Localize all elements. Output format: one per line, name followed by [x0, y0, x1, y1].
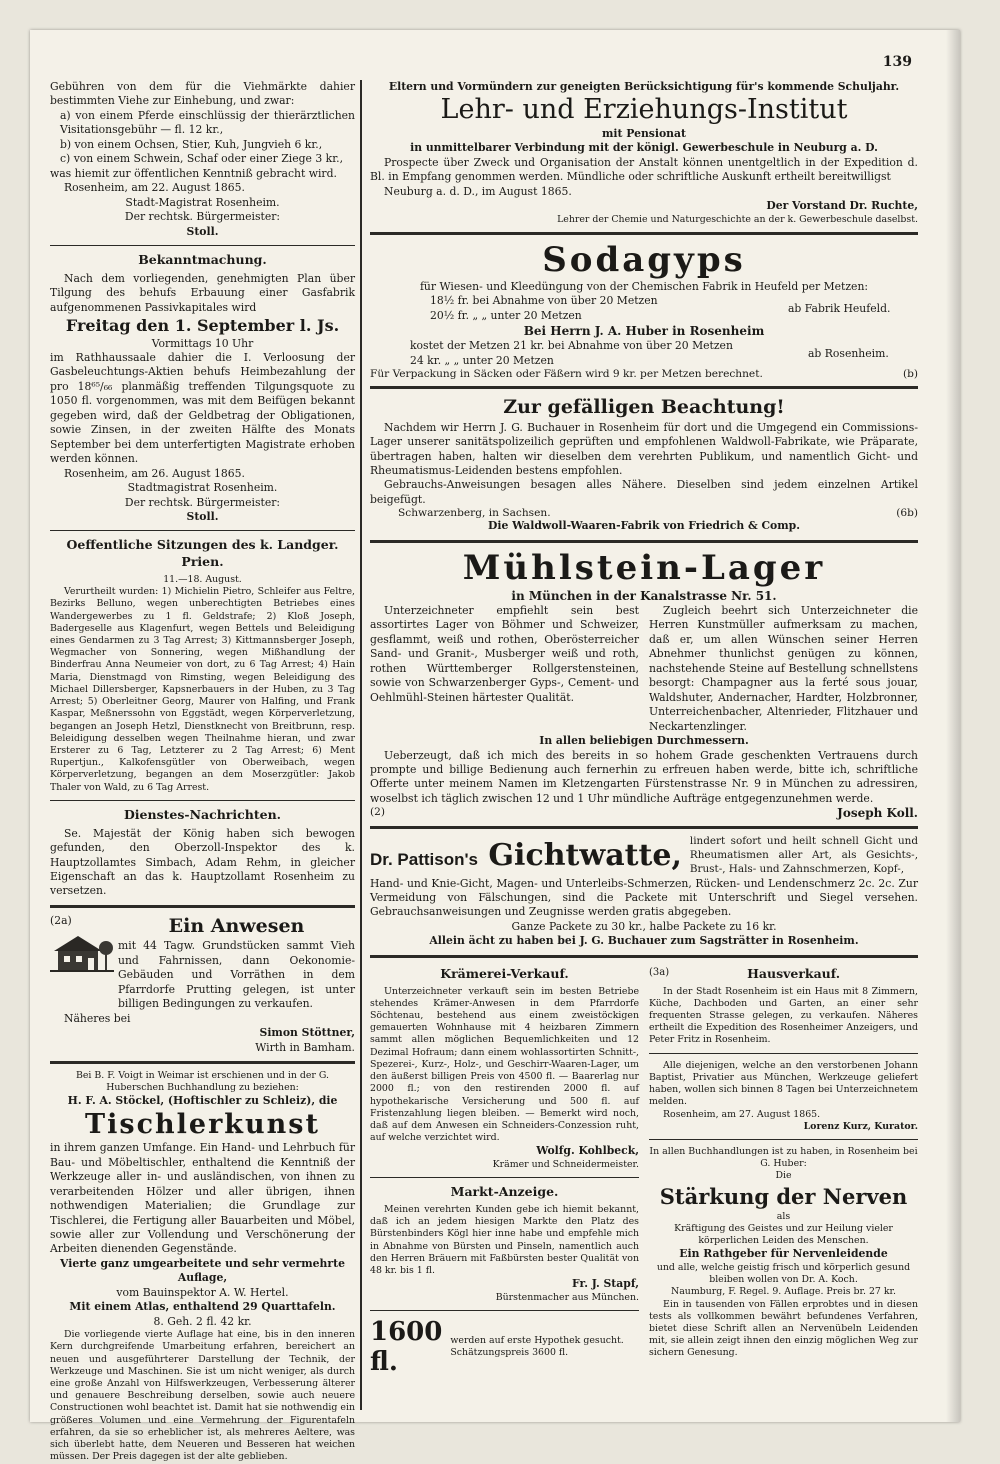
farmhouse-icon	[50, 930, 114, 976]
muehlstein-left: Unterzeichneter empfiehlt sein best assortirtes Lager von Böhmer und Schweizer, gesflammt, weiß und rothen, Oberösterreicher Sand- und Granit-, Musberger weiß und roth, rothen Württemberger Rollgerstensteinen, sowie von Schwarzenberger Gyps-, Cement- und Oehlmühl-Steinen härtester Qualität.	[370, 604, 639, 704]
nerven-als: als	[776, 1210, 791, 1222]
separator	[370, 1310, 639, 1311]
waldwoll-title: Zur gefälligen Beachtung!	[503, 396, 785, 419]
nerven-book2: und alle, welche geistig frisch und körperlich gesund bleiben wollen von Dr. A. Koch.	[656, 1261, 911, 1286]
page-number: 139	[882, 54, 912, 70]
vieh-item: a) von einem Pferde einschlüssig der thierärztlichen Visitationsgebühr — fl. 12 kr.,	[60, 108, 355, 137]
vieh-item: c) von einem Schwein, Schaf oder einer Ziege 3 kr.,	[60, 152, 344, 166]
nerven-sub: Kräftigung des Geistes und zur Heilung vieler körperlichen Leiden des Menschen.	[674, 1222, 893, 1247]
gicht-price: Ganze Packete zu 30 kr., halbe Packete zu 16 kr.	[511, 919, 777, 933]
institut-sign: Der Vorstand Dr. Ruchte,	[766, 199, 918, 213]
gas-date-bold: Freitag den 1. September l. Js.	[65, 316, 340, 336]
tischler-price: 8. Geh. 2 fl. 42 kr.	[153, 1314, 252, 1328]
tischler-atlas: Mit einem Atlas, enthaltend 29 Quarttafeln.	[69, 1300, 336, 1314]
sodagyps-title: Sodagyps	[542, 239, 746, 280]
muehlstein-right: Zugleich beehrt sich Unterzeichneter die Herren Kunstmüller aufmerksam zu machen, daß er, um allen Wünschen seiner Herren Abnehmer thunlichst genügen zu können, nachstehende Steine auf Bestellung schnellstens besorgt: Champagner aus la ferté sous jouar, Waldshuter, Andernacher, Hardter, Holzbronner, Unterreichenbacher, Altenrieder, Flitzhauer und Neckartenzlinger.	[649, 604, 918, 733]
kraemerei-title: Krämerei-Verkauf.	[440, 965, 569, 981]
tischler-author: H. F. A. Stöckel, (Hoftischler zu Schleiz), die	[67, 1094, 338, 1108]
court-sessions	[50, 537, 355, 793]
hausverkauf-title	[649, 966, 918, 983]
gicht-title: Gichtwatte,	[488, 838, 682, 874]
muehlstein-ref: (2)	[370, 806, 386, 819]
markt-title: Markt-Anzeige.	[450, 1184, 559, 1200]
separator	[370, 1177, 639, 1178]
institut-ad	[370, 80, 918, 226]
tischler-by: vom Bauinspektor A. W. Hertel.	[116, 1285, 289, 1299]
nerven-intro: In allen Buchhandlungen ist zu haben, in Rosenheim bei G. Huber:	[649, 1145, 918, 1170]
sodagyps-note-rosenheim: ab Rosenheim.	[808, 346, 889, 360]
baptist-date: Rosenheim, am 27. August 1865.	[663, 1108, 821, 1120]
court-date: 11.—18. August.	[163, 573, 242, 585]
gas-issuer: Stadtmagistrat Rosenheim.	[127, 481, 278, 495]
vieh-mayor: Der rechtsk. Bürgermeister:	[124, 210, 281, 224]
sodagyps-ref: (b)	[902, 368, 918, 381]
vieh-item: b) von einem Ochsen, Stier, Kuh, Jungvieh 6 kr.,	[60, 137, 323, 151]
column-divider	[360, 80, 362, 1410]
anwesen-left	[50, 914, 114, 980]
kraemerei-sign: Wolfg. Kohlbeck,	[536, 1144, 639, 1158]
separator	[370, 955, 918, 958]
viehmarkt-notice	[50, 80, 355, 239]
separator	[370, 826, 918, 829]
gas-date: Rosenheim, am 26. August 1865.	[64, 466, 245, 480]
bottom-left	[370, 964, 639, 1377]
tischler-title: Tischlerkunst	[85, 1108, 320, 1140]
vieh-intro: Gebühren von dem für die Viehmärkte dahier bestimmten Viehe zur Einhebung, und zwar:	[50, 80, 355, 108]
sodagyps-line1: für Wiesen- und Kleedüngung von der Chemischen Fabrik in Heufeld per Metzen:	[419, 279, 869, 293]
anwesen-contact-pre: Näheres bei	[64, 1011, 131, 1025]
markt-sign: Fr. J. Stapf,	[572, 1277, 639, 1291]
court-text: Verurtheilt wurden: 1) Michielin Pietro, Schleifer aus Feltre, Bezirks Belluno, wegen unberechtigten Betriebes eines Wandergewerbes zu 1 fl. Geldstrafe; 2) Kloß Joseph, Badergeselle aus Klagenfurt, wegen Bettels und Beleidigung eines Gendarmen zu 3 Tag Arrest; 3) Kittmannsberger Joseph, Wegmacher von Sonnering, wegen Mißhandlung der Binderfrau Anna Neumeier von dort, zu 6 Tag Arrest; 4) Hain Maria, Dienstmagd von Rimsting, wegen Beleidigung des Michael Dillersberger, Kapsnerbauers in der Huben, zu 3 Tag Arrest; 5) Oberleitner Georg, Maurer von Halfing, und Frank Kaspar, Meßnerssohn von Eggstädt, wegen Körperverletzung, begangen an Joseph Hetzl, Dienstknecht von Breitbrunn, resp. Beleidigung desselben wegen Theilnahme hieran, und zwar Ersterer zu 6 Tag, Letzterer zu 2 Tag Arrest; 6) Ment Rupertjun., Kalkofensgütler von Oberweibach, wegen Körperverletzung, begangen an dem Moserzgütler: Jakob Thaler von Wald, zu 6 Tag Arrest.	[50, 586, 355, 793]
nerven-book: Ein Rathgeber für Nervenleidende	[679, 1247, 888, 1261]
muehlstein-sign: Joseph Koll.	[837, 806, 918, 821]
kraemerei-text: Unterzeichneter verkauft sein im besten Betriebe stehendes Krämer-Anwesen in dem Pfarrdorfe Söchtenau, bestehend aus einem zweistöckigen gemauerten Wohnhause mit 4 heizbaren Zimmern sammt allen möglichen Bequemlichkeiten und 12 Dezimal Hofraum; dann einem wohlassortirten Schnitt-, Spezerei-, Kurz-, Holz-, und Geschirr-Waaren-Lager, um den äußerst billigen Preis von 4500 fl. — Baarerlag nur 2000 fl.; von den restirenden 2000 fl. auf hypothekarische Versicherung und 500 fl. auf Fristenzahlung liegen bleiben. — Bemerkt wird noch, daß auf dem Anwesen ein Schneiders-Conzession ruht, auf welche verzichtet wird.	[370, 985, 639, 1144]
vieh-issuer: Stadt-Magistrat Rosenheim.	[125, 195, 280, 209]
anwesen-ad	[50, 914, 355, 1055]
separator	[370, 232, 918, 235]
sodagyps-price-2: 20½ fr. „ „ unter 20 Metzen	[430, 308, 582, 322]
gas-title: Bekanntmachung.	[138, 251, 267, 267]
gicht-sold: Allein ächt zu haben bei J. G. Buchauer zum Sagsträtter in Rosenheim.	[429, 934, 859, 948]
markt-text: Meinen verehrten Kunden gebe ich hiemit bekannt, daß ich an jedem hiesigen Markte den Platz des Bürstenbinders Kögl hier inne habe und empfehle mich in Abnahme von Bürsten und Pinseln, namentlich auch den Herren Bräuern mit Faßbürsten bester Qualität von 48 kr. bis 1 fl.	[370, 1203, 639, 1276]
anwesen-title: Ein Anwesen	[168, 914, 305, 937]
gas-p2: im Rathhaussaale dahier die I. Verloosung der Gasbeleuchtungs-Aktien behufs Heimbezahlung der pro 18⁶⁵/₆₆ planmäßig treffenden Tilgungsquote zu 1050 fl. vorgenommen, was mit dem Beifügen bekannt gegeben wird, daß der Geldbetrag der Obligationen, sowie Zinsen, in der zweiten Hälfte des Monats September bei dem unterfertigten Magistrate erhoben werden können.	[50, 350, 355, 466]
institut-sub1: mit Pensionat	[601, 126, 687, 140]
sodagyps-price-4: 24 kr. „ „ unter 20 Metzen	[410, 353, 554, 367]
bottom-right	[649, 964, 918, 1377]
gicht-side: lindert sofort und heilt schnell Gicht und Rheumatismen aller Art, als Gesichts-, Brust-, Hals- und Zahnschmerzen, Kopf-,	[689, 835, 918, 875]
baptist-text: Alle diejenigen, welche an den verstorbenen Johann Baptist, Privatier aus München, Werkzeuge geliefert haben, wollen sich binnen 8 Tagen bei Unterzeichnetem melden.	[649, 1059, 918, 1108]
nerven-text: Ein in tausenden von Fällen erprobtes und in diesen tests als vollkommen bewährt befundenes Verfahren, bietet diese Schrift allen an Nervenübeln Leidenden mit, sie allein zeigt ihnen den einzig möglichen Weg zur sichern Genesung.	[649, 1298, 918, 1359]
institut-date: Neuburg a. d. D., im August 1865.	[384, 184, 572, 198]
sodagyps-ad	[370, 241, 918, 380]
muehlstein-center: In allen beliebigen Durchmessern.	[539, 734, 749, 748]
tischler-edition: Vierte ganz umgearbeitete und sehr vermehrte Auflage,	[60, 1256, 345, 1285]
anwesen-contact-role: Wirth in Bamham.	[255, 1040, 355, 1054]
tischler-ad	[50, 1070, 355, 1464]
separator	[50, 800, 355, 801]
tischler-review: Die vorliegende vierte Auflage hat eine, bis in den inneren Kern durchgreifende Umarbeitung erfahren, bereichert an neuen und ausgeführterer Darstellung der Technik, der Werkzeuge und Maschinen. Sie ist um nicht weniger, als durch eine große Anzahl von Hilfswerkzeugen, Verbesserung älterer und genauere Beschreibung derselben, sowie auch neuere Constructionen wohl beachtet ist. Damit hat sie nothwendig ein größeres Volumen und eine Vermehrung der Figurentafeln erfahren, da sie so erheblicher ist, als mehreres Aeltere, was sich überlebt hatte, dem Neueren und Besseren hat weichen müssen. Der Preis dagegen ist der alte geblieben.	[50, 1329, 355, 1463]
gas-notice	[50, 252, 355, 524]
hausverkauf-title-text: Hausverkauf.	[747, 965, 841, 981]
nerven-pub: Naumburg, F. Regel. 9. Auflage. Preis br. 27 kr.	[671, 1286, 896, 1298]
waldwoll-ref: (6b)	[896, 507, 918, 520]
separator	[50, 905, 355, 908]
vieh-date: Rosenheim, am 22. August 1865.	[64, 181, 245, 195]
gas-mayor: Der rechtsk. Bürgermeister:	[124, 495, 281, 509]
separator	[649, 1053, 918, 1054]
anwesen-contact-name: Simon Stöttner,	[259, 1026, 355, 1040]
service-title: Dienstes-Nachrichten.	[123, 806, 282, 822]
hypothek-sum: 1600 fl.	[370, 1316, 443, 1377]
sodagyps-price-1: 18½ fr. bei Abnahme von über 20 Metzen	[430, 294, 658, 308]
sodagyps-note-factory: ab Fabrik Heufeld.	[788, 301, 891, 315]
vieh-name: Stoll.	[186, 224, 219, 238]
waldwoll-place: Schwarzenberg, in Sachsen.	[398, 507, 551, 520]
separator	[50, 1061, 355, 1064]
separator	[370, 386, 918, 389]
service-text: Se. Majestät der König haben sich bewogen gefunden, den Oberzoll-Inspektor des k. Hauptzollamtes Simbach, Adam Rehm, in gleicher Eigenschaft an das k. Hauptzollamt Rosenheim zu versetzen.	[50, 826, 355, 898]
institut-top: Eltern und Vormündern zur geneigten Berücksichtigung für's kommende Schuljahr.	[388, 80, 900, 93]
hypothek-text: werden auf erste Hypothek gesucht. Schätzungspreis 3600 fl.	[450, 1334, 624, 1358]
anwesen-text: mit 44 Tagw. Grundstücken sammt Vieh und Fahrnissen, dann Oekonomie-Gebäuden und Vorräthen in dem Pfarrdorfe Prutting gelegen, ist unter billigen Bedingungen zu verkaufen.	[118, 939, 355, 1011]
muehlstein-text: Ueberzeugt, daß ich mich des bereits in so hohem Grade geschenkten Vertrauens durch prompte und billige Bedienung auch fernerhin zu erfreuen haben werde, bitte ich, schriftliche Offerte unter meinem Namen im Kletzengarten Fürstenstrasse Nr. 9 in München zu adressiren, woselbst ich täglich zwischen 12 und 1 Uhr mündliche Aufträge entgegenzunehmen werde.	[370, 748, 918, 805]
vieh-outro: was hiemit zur öffentlichen Kenntniß gebracht wird.	[50, 166, 337, 180]
muehlstein-title: Mühlstein-Lager	[462, 547, 826, 588]
muehlstein-sub: in München in der Kanalstrasse Nr. 51.	[511, 588, 777, 603]
sodagyps-pack: Für Verpackung in Säcken oder Fäßern wird 9 kr. per Metzen berechnet.	[370, 368, 763, 381]
muehlstein-ad	[370, 549, 918, 821]
nerven-title: Stärkung der Nerven	[659, 1183, 908, 1209]
separator	[50, 530, 355, 531]
gas-p1: Nach dem vorliegenden, genehmigten Plan über Tilgung des behufs Erbauung einer Gasfabrik aufgenommenen Passivkapitales wird	[50, 271, 355, 314]
waldwoll-ad	[370, 395, 918, 534]
gicht-text: Hand- und Knie-Gicht, Magen- und Unterleibs-Schmerzen, Rücken- und Lendenschmerz 2c. 2c. Zur Vermeidung von Fälschungen, sind die Packete mit Unterschrift und Siegel versehen. Gebrauchsanweisungen und Zeugnisse werden gratis abgegeben.	[370, 876, 918, 919]
kraemerei-role: Krämer und Schneidermeister.	[492, 1158, 639, 1170]
institut-sub2: in unmittelbarer Verbindung mit der königl. Gewerbeschule in Neuburg a. D.	[410, 141, 878, 155]
separator	[649, 1139, 918, 1140]
waldwoll-firm: Die Waldwoll-Waaren-Fabrik von Friedrich & Comp.	[487, 519, 800, 533]
tischler-text: in ihrem ganzen Umfange. Ein Hand- und Lehrbuch für Bau- und Möbeltischler, enthaltend die Kenntniß der Werkzeuge aller in- und ausländischen, von ihnen zu verarbeitenden Hölzer und aller übrigen, ihnen nothwendigen Materialien; die Grundlage zur Tischlerei, die Fertigung aller Bauarbeiten und Möbel, sowie aller zur Vollendung und Verschönerung der Arbeiten dienenden Gegenstände.	[50, 1141, 355, 1256]
waldwoll-text2: Gebrauchs-Anweisungen besagen alles Nähere. Dieselben sind jedem einzelnen Artikel beigefügt.	[370, 478, 918, 506]
institut-text: Prospecte über Zweck und Organisation der Anstalt können unentgeltlich in der Expedition d. Bl. in Empfang genommen werden. Mündliche oder schriftliche Auskunft ertheilt bereitwilligst	[370, 155, 918, 184]
tischler-intro: Bei B. F. Voigt in Weimar ist erschienen und in der G. Huberschen Buchhandlung zu beziehen:	[76, 1069, 329, 1094]
gas-name: Stoll.	[186, 509, 219, 523]
baptist-sign: Lorenz Kurz, Kurator.	[803, 1120, 918, 1132]
markt-role: Bürstenmacher aus München.	[495, 1291, 639, 1303]
sodagyps-at: Bei Herrn J. A. Huber in Rosenheim	[523, 324, 765, 339]
separator	[370, 540, 918, 543]
left-column	[50, 80, 355, 1464]
nerven-die: Die	[775, 1170, 792, 1182]
service-news	[50, 807, 355, 899]
gas-time: Vormittags 10 Uhr	[151, 336, 254, 350]
bottom-ads	[370, 964, 918, 1377]
waldwoll-text: Nachdem wir Herrn J. G. Buchauer in Rosenheim für dort und die Umgegend ein Commissions-Lager unserer sanitätspolizeilich geprüften und empfohlenen Waldwoll-Fabrikate, wie Präparate, übertragen haben, halten wir dieselben dem verehrten Publikum, und namentlich Gicht- und Rheumatismus-Leidenden bestens empfohlen.	[370, 420, 918, 478]
separator	[50, 245, 355, 246]
anwesen-ref: (2a)	[50, 913, 72, 927]
court-title: Oeffentliche Sitzungen des k. Landger. Prien.	[66, 537, 339, 570]
newspaper-page	[30, 30, 960, 1463]
gichtwatte-ad	[370, 835, 918, 948]
institut-role: Lehrer der Chemie und Naturgeschichte an der k. Gewerbeschule daselbst.	[557, 213, 918, 225]
institut-title: Lehr- und Erziehungs-Institut	[440, 94, 848, 126]
sodagyps-price-3: kostet der Metzen 21 kr. bei Abnahme von über 20 Metzen	[410, 339, 733, 353]
hausverkauf-text: In der Stadt Rosenheim ist ein Haus mit 8 Zimmern, Küche, Dachboden und Garten, an einer sehr frequenten Strasse gelegen, zu verkaufen. Näheres ertheilt die Expedition des Rosenheimer Anzeigers, und Peter Fritz in Rosenheim.	[649, 985, 918, 1046]
gicht-dr: Dr. Pattison's	[370, 850, 478, 870]
hausverkauf-ref: (3a)	[649, 966, 670, 978]
right-column	[370, 80, 918, 1377]
